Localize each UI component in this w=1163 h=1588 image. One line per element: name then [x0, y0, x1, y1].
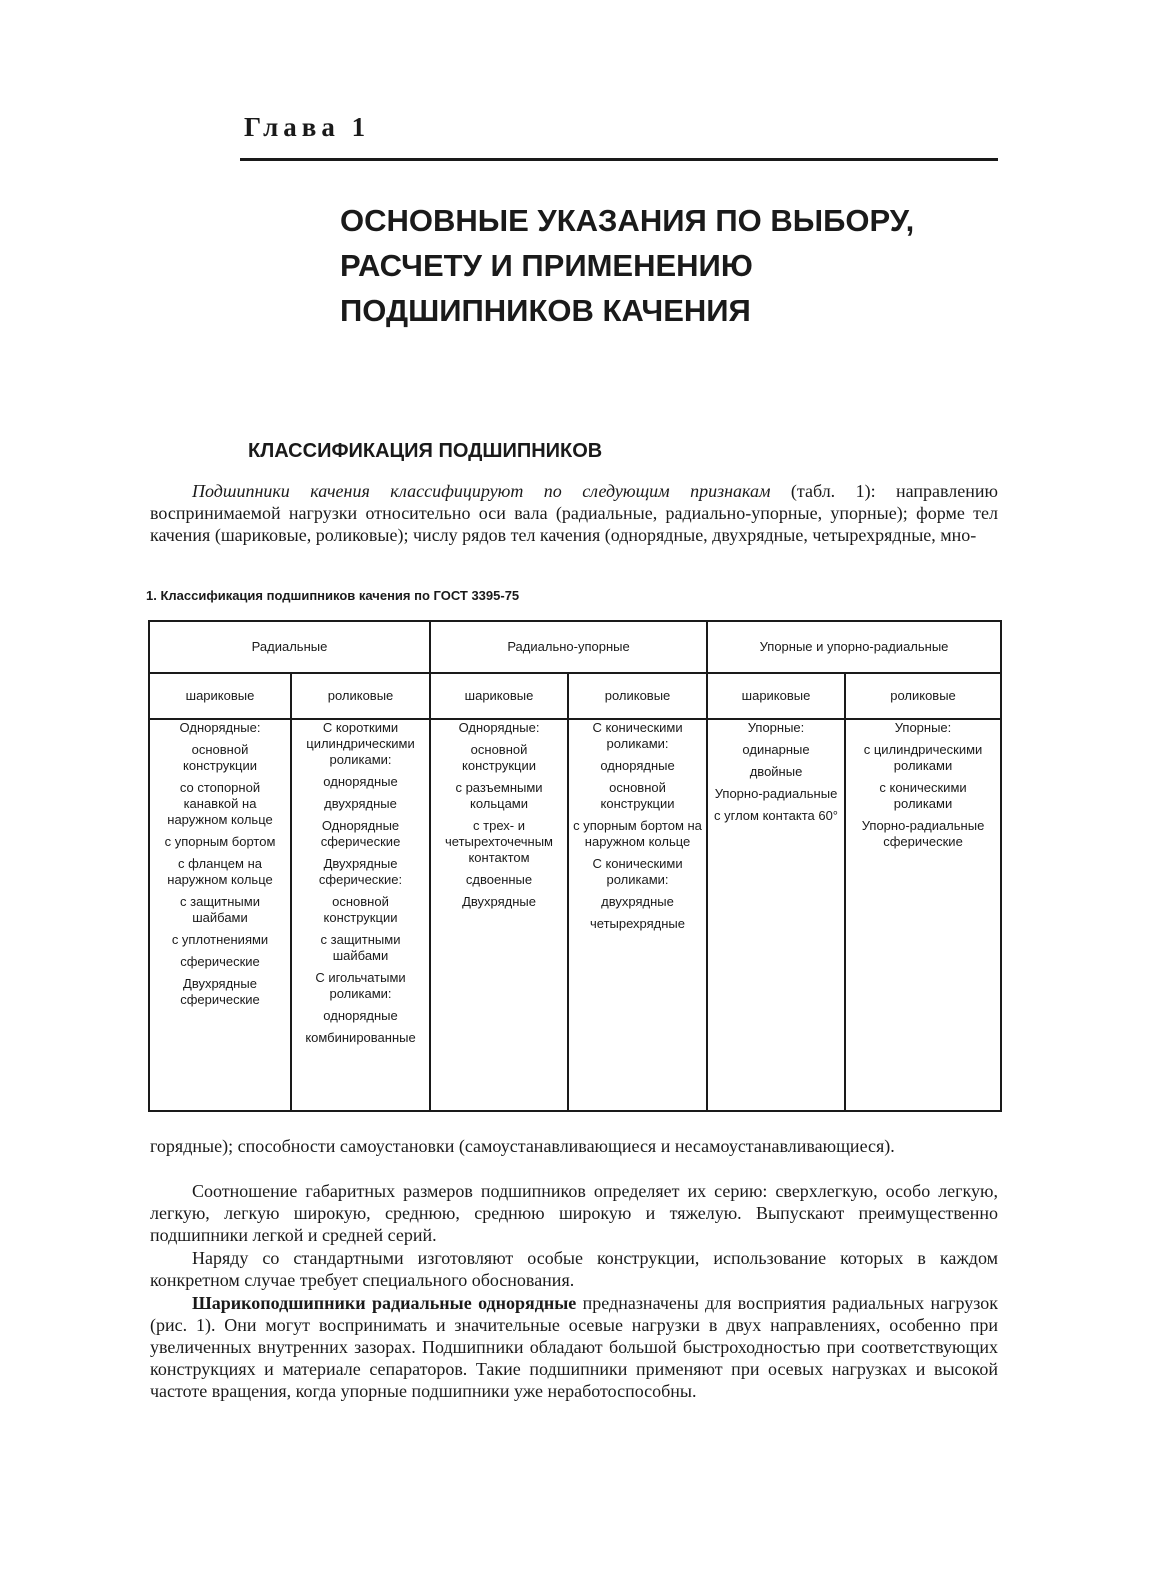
body-paragraph: горядные); способности самоустановки (самоустанавливающиеся и несамоустанавливающиеся).: [150, 1136, 895, 1156]
body-paragraph: [150, 1292, 998, 1402]
table-entry: с уплотнениями: [171, 932, 269, 947]
intro-italic: Подшипники качения классифицируют по следующим признакам: [192, 481, 771, 501]
body-paragraph: Соотношение габаритных размеров подшипников определяет их серию: сверхлегкую, особо легкую, легкую, легкую широкую, среднюю, среднюю широкую и тяжелую. Выпускают преимущественно подшипники легкой и средней серий.: [150, 1181, 998, 1245]
table-caption: 1. Классификация подшипников качения по ГОСТ 3395-75: [146, 588, 520, 603]
table-entry: однорядные: [600, 758, 675, 773]
table-entry: с углом контакта 60°: [714, 808, 839, 823]
table-entry: основной конструкции: [600, 780, 675, 811]
table-entry: с разъемными кольцами: [455, 780, 543, 811]
sub-header: роликовые: [568, 673, 707, 719]
table-entry: Упорно-радиальные сферические: [861, 818, 985, 849]
table-entry: Двухрядные сферические: [180, 976, 260, 1007]
group-header: Упорные и упорно-радиальные: [707, 621, 1001, 673]
table-entry: основной конструкции: [323, 894, 398, 925]
table-entry: Двухрядные сферические:: [318, 856, 403, 887]
title-line: РАСЧЕТУ И ПРИМЕНЕНИЮ: [340, 248, 753, 283]
table-column: [291, 719, 430, 1111]
last-paragraph-text: предназначены для восприятия радиальных нагрузок (рис. 1). Они могут воспринимать и значительные осевые нагрузки в двух направлениях, особенно при увеличенных внутренних зазорах. Подшипники обладают большой быстроходностью при соответствующих конструкциях и материале сепараторов. Такие подшипники применяют при осевых нагрузках и высокой частоте вращения, когда упорные подшипники уже неработоспособны.: [150, 1293, 998, 1401]
table-column: [430, 719, 568, 1111]
intro-text: (табл. 1): направлению воспринимаемой нагрузки относительно оси вала (радиальные, радиально-упорные, упорные); форме тел качения (шариковые, роликовые); числу рядов тел качения (однорядные, двухрядные, четырехрядные, мно-: [150, 481, 998, 545]
chapter-label: Глава 1: [244, 112, 371, 142]
table-entry: двойные: [749, 764, 803, 779]
classification-table: [148, 620, 1002, 1112]
body-paragraph: Наряду со стандартными изготовляют особые конструкции, использование которых в каждом конкретном случае требует специального обоснования.: [150, 1248, 998, 1290]
title-line: ПОДШИПНИКОВ КАЧЕНИЯ: [340, 293, 751, 328]
table-entry: однорядные: [323, 1008, 398, 1023]
table-entry: Однорядные сферические: [320, 818, 401, 849]
table-entry: сдвоенные: [465, 872, 533, 887]
bold-lead: Шарикоподшипники радиальные однорядные: [192, 1293, 577, 1313]
chapter-title: [340, 198, 1000, 333]
table-column: [707, 719, 845, 1111]
table-entry: двухрядные: [324, 796, 397, 811]
table-entry: Упорные:: [894, 720, 952, 735]
table-entry: с упорным бортом: [164, 834, 276, 849]
table-entry: Однорядные:: [179, 720, 261, 735]
table-entry: Однорядные:: [458, 720, 540, 735]
table-entry: с трех- и четырехточечным контактом: [445, 818, 553, 865]
section-heading: КЛАССИФИКАЦИЯ ПОДШИПНИКОВ: [248, 440, 603, 462]
table-entry: Упорные:: [747, 720, 805, 735]
table-entry: четырехрядные: [590, 916, 686, 931]
table-entry: с упорным бортом на наружном кольце: [573, 818, 702, 849]
table-entry: С короткими цилиндрическими роликами:: [306, 720, 415, 767]
table-entry: со стопорной канавкой на наружном кольце: [167, 780, 273, 827]
sub-header: шариковые: [149, 673, 291, 719]
intro-paragraph: [150, 480, 998, 546]
table-entry: с защитными шайбами: [180, 894, 260, 925]
table-entry: с цилиндрическими роликами: [863, 742, 983, 773]
table-entry: комбинированные: [305, 1030, 416, 1045]
sub-header: шариковые: [430, 673, 568, 719]
title-line: ОСНОВНЫЕ УКАЗАНИЯ ПО ВЫБОРУ,: [340, 203, 915, 238]
table-entry: основной конструкции: [183, 742, 257, 773]
table-entry: Двухрядные: [462, 894, 536, 909]
sub-header: шариковые: [707, 673, 845, 719]
table-entry: С коническими роликами:: [592, 856, 683, 887]
table-entry: с фланцем на наружном кольце: [167, 856, 273, 887]
sub-header: роликовые: [845, 673, 1001, 719]
table-entry: сферические: [180, 954, 260, 969]
group-header: Радиальные: [149, 621, 430, 673]
table-entry: С коническими роликами:: [592, 720, 683, 751]
table-entry: с защитными шайбами: [320, 932, 401, 963]
table-entry: двухрядные: [601, 894, 674, 909]
table-entry: С игольчатыми роликами:: [315, 970, 406, 1001]
table-entry: одинарные: [742, 742, 810, 757]
table-column: [845, 719, 1001, 1111]
sub-header: роликовые: [291, 673, 430, 719]
group-header: Радиально-упорные: [430, 621, 707, 673]
table-entry: основной конструкции: [462, 742, 536, 773]
table-column: [568, 719, 707, 1111]
table-column: [149, 719, 291, 1111]
chapter-rule: [240, 158, 998, 161]
table-entry: Упорно-радиальные: [714, 786, 838, 801]
table-entry: однорядные: [323, 774, 398, 789]
table-entry: с коническими роликами: [879, 780, 967, 811]
